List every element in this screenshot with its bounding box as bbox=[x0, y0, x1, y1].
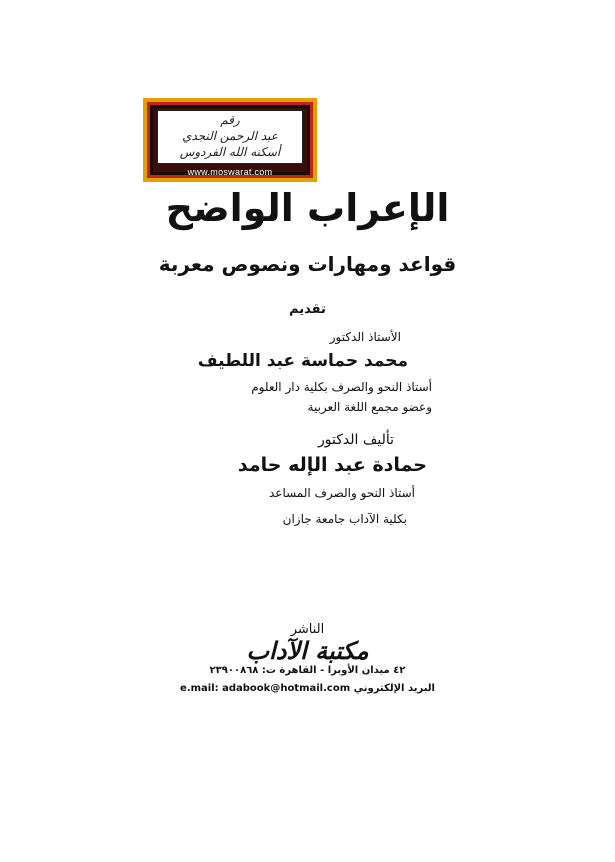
stamp-line-2: عبد الرحمن النجدي bbox=[182, 129, 278, 143]
presenter-position: أستاذ النحو والصرف بكلية دار العلوم bbox=[251, 380, 432, 394]
preface-label: تقديم bbox=[289, 302, 326, 317]
presenter-name: محمد حماسة عبد اللطيف bbox=[197, 351, 408, 371]
publisher-logo: مكتبة الآداب bbox=[246, 636, 369, 665]
author-name: حمادة عبد الإله حامد bbox=[237, 454, 427, 476]
author-affiliation: بكلية الآداب جامعة جازان bbox=[282, 512, 407, 526]
book-subtitle: قواعد ومهارات ونصوص معربة bbox=[158, 252, 457, 276]
stamp-inner-panel bbox=[157, 110, 303, 164]
publisher-label: الناشر bbox=[290, 622, 325, 637]
author-position: أستاذ النحو والصرف المساعد bbox=[268, 486, 415, 500]
stamp-line-3: أسكنه الله الفردوس bbox=[179, 145, 281, 159]
stamp-line-1: رقم bbox=[220, 113, 240, 127]
library-stamp bbox=[143, 98, 317, 182]
publisher-email: البريد الإلكتروني e.mail: adabook@hotmail.com bbox=[180, 683, 435, 694]
author-title: تأليف الدكتور bbox=[318, 432, 394, 448]
book-title: الإعراب الواضح bbox=[165, 186, 450, 230]
stamp-url: www.moswarat.com bbox=[187, 167, 273, 177]
presenter-title: الأستاذ الدكتور bbox=[329, 330, 401, 344]
presenter-membership: وعضو مجمع اللغة العربية bbox=[307, 400, 432, 414]
publisher-address: ٤٢ ميدان الأوبرا - القاهرة ت: ٢٣٩٠٠٨٦٨ bbox=[209, 665, 406, 676]
